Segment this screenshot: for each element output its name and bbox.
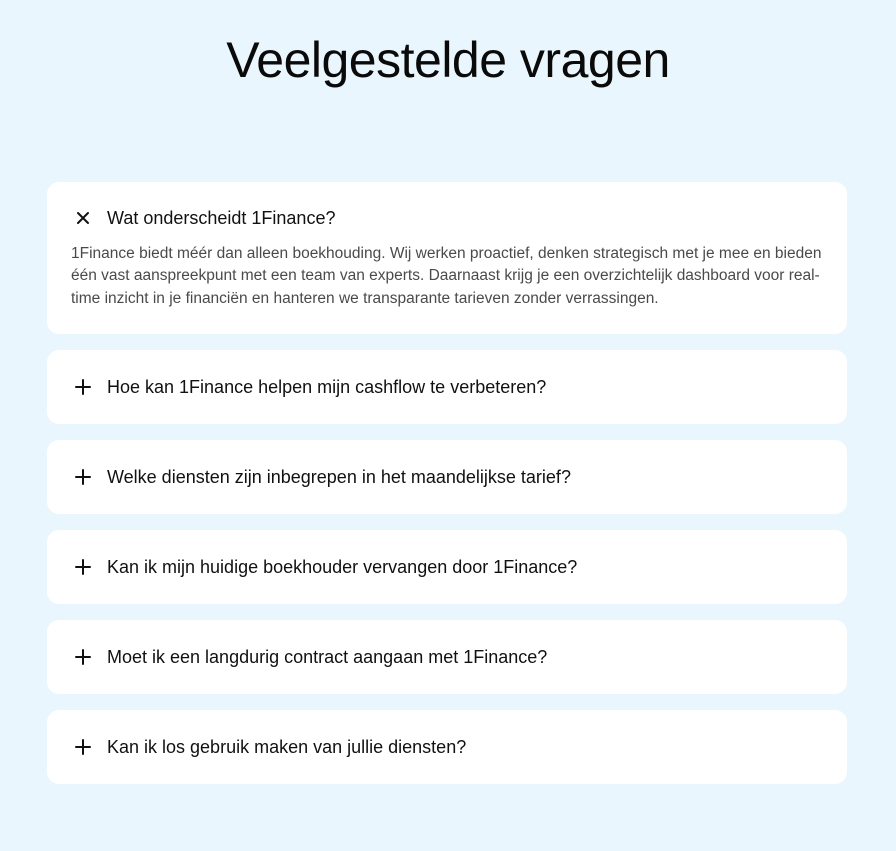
plus-icon[interactable] (73, 557, 93, 577)
faq-item-differentiator[interactable] (47, 182, 847, 334)
faq-question-row[interactable] (47, 440, 847, 514)
faq-question-row[interactable] (47, 350, 847, 424)
faq-question-row[interactable] (47, 620, 847, 694)
page-title: Veelgestelde vragen (226, 32, 670, 88)
faq-question-row[interactable] (47, 710, 847, 784)
faq-item-replace-accountant[interactable] (47, 530, 847, 604)
faq-question: Kan ik los gebruik maken van jullie diensten? (107, 736, 467, 757)
plus-icon[interactable] (73, 737, 93, 757)
faq-item-cashflow[interactable] (47, 350, 847, 424)
faq-list (47, 182, 847, 800)
faq-question: Moet ik een langdurig contract aangaan met 1Finance? (107, 646, 548, 667)
faq-question: Wat onderscheidt 1Finance? (107, 208, 336, 228)
faq-answer: 1Finance biedt méér dan alleen boekhouding. Wij werken proactief, denken strategisch met je mee en bieden één vast aanspreekpunt met een team van experts. Daarnaast krijg je een overzichtelijk dashboard voor real-time inzicht in je financiën en hanteren we transparante tarieven zonder verrassingen. (71, 245, 822, 307)
faq-question: Kan ik mijn huidige boekhouder vervangen door 1Finance? (107, 556, 578, 577)
faq-question-row[interactable] (47, 530, 847, 604)
plus-icon[interactable] (73, 467, 93, 487)
faq-item-contract[interactable] (47, 620, 847, 694)
close-icon[interactable] (73, 208, 93, 228)
faq-question: Welke diensten zijn inbegrepen in het maandelijkse tarief? (107, 466, 571, 487)
plus-icon[interactable] (73, 647, 93, 667)
faq-item-separate-services[interactable] (47, 710, 847, 784)
faq-item-services[interactable] (47, 440, 847, 514)
faq-question: Hoe kan 1Finance helpen mijn cashflow te verbeteren? (107, 376, 547, 397)
plus-icon[interactable] (73, 377, 93, 397)
